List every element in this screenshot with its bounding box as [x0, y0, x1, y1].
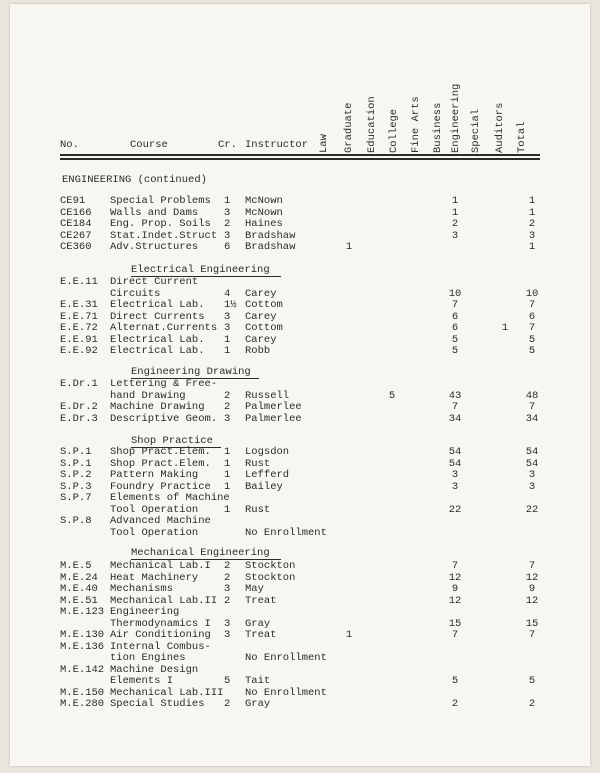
course-number: M.E.130 — [60, 629, 105, 641]
credit-hours: 2 — [224, 698, 231, 710]
credit-hours: 2 — [224, 218, 231, 230]
engineering-count: 54 — [448, 446, 462, 458]
engineering-count: 6 — [451, 322, 459, 334]
total-count: 3 — [528, 480, 536, 493]
engineering-count: 7 — [451, 299, 459, 311]
instructor-name: Rust — [245, 457, 271, 470]
credit-hours: 3 — [224, 310, 231, 323]
engineering-count: 3 — [451, 469, 459, 481]
total-count: 1 — [528, 195, 536, 207]
course-number: E.E.92 — [60, 345, 98, 357]
credit-hours: 1 — [224, 333, 231, 346]
course-name: tion Engines — [110, 652, 186, 664]
section-title-sec_ed: Engineering Drawing — [131, 366, 251, 378]
total-count: 2 — [528, 698, 536, 710]
course-number: M.E.123 — [60, 606, 105, 618]
section-title-sec_me: Mechanical Engineering — [131, 547, 270, 559]
instructor-name: Stockton — [245, 571, 296, 584]
section-title-sec_ee: Electrical Engineering — [131, 264, 270, 276]
course-name: Stat.Indet.Struct — [110, 229, 218, 242]
total-count: 3 — [528, 469, 536, 481]
instructor-name: Treat — [245, 629, 277, 641]
instructor-name: Stockton — [245, 560, 296, 572]
engineering-count: 1 — [451, 206, 459, 219]
course-name: Mechanisms — [110, 583, 174, 595]
instructor-name: Gray — [245, 698, 271, 710]
course-name: Foundry Practice — [110, 480, 211, 493]
total-count: 7 — [528, 299, 536, 311]
course-name: Direct Current — [110, 276, 199, 288]
course-name: Special Problems — [110, 195, 211, 207]
course-number: S.P.1 — [60, 457, 92, 470]
course-number: M.E.40 — [60, 583, 98, 595]
total-count: 7 — [528, 322, 536, 334]
instructor-name: Bailey — [245, 480, 283, 493]
instructor-name: McNown — [245, 206, 283, 219]
header-rule-top — [60, 154, 540, 156]
engineering-count: 6 — [451, 310, 459, 323]
total-count: 5 — [528, 675, 536, 687]
course-name: Tool Operation — [110, 526, 199, 539]
engineering-count: 9 — [451, 583, 459, 595]
total-count: 6 — [528, 310, 536, 323]
credit-hours: 3 — [224, 629, 231, 641]
course-name: Internal Combus- — [110, 640, 211, 653]
total-count: 7 — [528, 560, 536, 572]
course-number: CE360 — [60, 241, 92, 253]
course-name: Lettering & Free- — [110, 378, 218, 390]
total-count: 54 — [525, 457, 539, 470]
instructor-name: Tait — [245, 675, 271, 687]
auditors-count: 1 — [501, 322, 509, 334]
course-number: M.E.24 — [60, 571, 98, 584]
course-number: CE267 — [60, 229, 92, 242]
engineering-count: 2 — [451, 218, 459, 230]
engineering-count: 22 — [448, 503, 462, 516]
engineering-count: 10 — [448, 287, 462, 300]
engineering-count: 15 — [448, 617, 462, 630]
course-name: Heat Machinery — [110, 571, 199, 584]
course-name: Direct Currents — [110, 310, 205, 323]
course-name: Electrical Lab. — [110, 299, 205, 311]
course-name: Descriptive Geom. — [110, 412, 218, 425]
engineering-count: 5 — [451, 675, 459, 687]
instructor-name: No Enrollment — [245, 526, 327, 539]
department-title: ENGINEERING (continued) — [62, 174, 207, 186]
engineering-count: 1 — [451, 195, 459, 207]
instructor-name: Bradshaw — [245, 229, 296, 242]
course-name: Machine Design — [110, 663, 199, 676]
credit-hours: 3 — [224, 583, 231, 595]
course-name: Air Conditioning — [110, 629, 211, 641]
instructor-name: Robb — [245, 345, 271, 357]
course-name: Mechanical Lab.III — [110, 686, 224, 699]
total-count: 7 — [528, 401, 536, 413]
total-count: 54 — [525, 446, 539, 458]
instructor-name: May — [245, 583, 264, 595]
course-number: E.E.91 — [60, 333, 98, 346]
course-name: Mechanical Lab.I — [110, 560, 211, 572]
course-number: S.P.8 — [60, 515, 92, 527]
course-number: E.E.72 — [60, 322, 98, 334]
college-count: 5 — [388, 389, 396, 402]
instructor-name: Cottom — [245, 299, 283, 311]
engineering-count: 3 — [451, 229, 459, 242]
instructor-name: Carey — [245, 310, 277, 323]
engineering-count: 12 — [448, 594, 462, 607]
total-count: 15 — [525, 617, 539, 630]
credit-hours: 1 — [224, 469, 231, 481]
total-count: 2 — [528, 218, 536, 230]
course-name: Shop Pract.Elem. — [110, 457, 211, 470]
credit-hours: 2 — [224, 401, 231, 413]
course-number: S.P.1 — [60, 446, 92, 458]
instructor-name: Logsdon — [245, 446, 290, 458]
course-number: E.Dr.3 — [60, 412, 98, 425]
graduate-count: 1 — [345, 241, 353, 253]
course-name: Alternat.Currents — [110, 322, 218, 334]
credit-hours: 1½ — [224, 299, 237, 311]
engineering-count: 3 — [451, 480, 459, 493]
credit-hours: 1 — [224, 345, 231, 357]
total-count: 48 — [525, 389, 539, 402]
course-number: M.E.5 — [60, 560, 92, 572]
engineering-count: 12 — [448, 571, 462, 584]
instructor-name: Haines — [245, 218, 283, 230]
course-number: M.E.142 — [60, 663, 105, 676]
total-count: 1 — [528, 241, 536, 253]
instructor-name: No Enrollment — [245, 686, 327, 699]
credit-hours: 2 — [224, 571, 231, 584]
total-count: 1 — [528, 206, 536, 219]
instructor-name: Gray — [245, 617, 271, 630]
course-name: Elements I — [110, 675, 174, 687]
course-number: S.P.2 — [60, 469, 92, 481]
course-number: CE184 — [60, 218, 92, 230]
engineering-count: 2 — [451, 698, 459, 710]
credit-hours: 2 — [224, 594, 231, 607]
course-number: M.E.51 — [60, 594, 98, 607]
total-count: 7 — [528, 629, 536, 641]
engineering-count: 7 — [451, 629, 459, 641]
course-number: M.E.150 — [60, 686, 105, 699]
course-name: Adv.Structures — [110, 241, 199, 253]
course-number: E.E.71 — [60, 310, 98, 323]
credit-hours: 3 — [224, 617, 231, 630]
course-name: Pattern Making — [110, 469, 199, 481]
course-number: S.P.7 — [60, 492, 92, 504]
course-name: Elements of Machine — [110, 492, 230, 504]
course-name: Walls and Dams — [110, 206, 199, 219]
course-number: E.Dr.1 — [60, 378, 98, 390]
course-name: Engineering — [110, 606, 180, 618]
course-name: Mechanical Lab.II — [110, 594, 218, 607]
graduate-count: 1 — [345, 629, 353, 641]
credit-hours: 2 — [224, 560, 231, 572]
engineering-count: 54 — [448, 457, 462, 470]
course-name: Special Studies — [110, 698, 205, 710]
credit-hours: 5 — [224, 675, 231, 687]
course-number: CE91 — [60, 195, 86, 207]
total-count: 9 — [528, 583, 536, 595]
credit-hours: 1 — [224, 503, 231, 516]
course-number: M.E.136 — [60, 640, 105, 653]
instructor-name: Treat — [245, 594, 277, 607]
col-header-no: No. — [60, 139, 79, 151]
credit-hours: 1 — [224, 480, 231, 493]
instructor-name: Cottom — [245, 322, 283, 334]
course-name: hand Drawing — [110, 389, 186, 402]
course-name: Electrical Lab. — [110, 345, 205, 357]
instructor-name: No Enrollment — [245, 652, 327, 664]
credit-hours: 3 — [224, 206, 231, 219]
instructor-name: McNown — [245, 195, 283, 207]
course-name: Machine Drawing — [110, 401, 205, 413]
header-rule-bottom — [60, 158, 540, 160]
engineering-count: 5 — [451, 345, 459, 357]
col-header-instructor: Instructor — [245, 139, 309, 151]
course-name: Thermodynamics I — [110, 617, 211, 630]
section-title-sec_sp: Shop Practice — [131, 435, 213, 447]
total-count: 22 — [525, 503, 539, 516]
course-name: Tool Operation — [110, 503, 199, 516]
credit-hours: 1 — [224, 457, 231, 470]
course-number: S.P.3 — [60, 480, 92, 493]
credit-hours: 3 — [224, 322, 231, 334]
course-name: Shop Pract.Elem. — [110, 446, 211, 458]
total-count: 3 — [528, 229, 536, 242]
course-number: E.Dr.2 — [60, 401, 98, 413]
total-count: 5 — [528, 333, 536, 346]
credit-hours: 3 — [224, 412, 231, 425]
course-number: E.E.31 — [60, 299, 98, 311]
course-number: E.E.11 — [60, 276, 98, 288]
engineering-count: 7 — [451, 560, 459, 572]
total-count: 12 — [525, 571, 539, 584]
engineering-count: 5 — [451, 333, 459, 346]
col-header-course: Course — [130, 139, 168, 151]
instructor-name: Lefferd — [245, 469, 290, 481]
instructor-name: Russell — [245, 389, 290, 402]
col-header-cr: Cr. — [218, 139, 237, 151]
course-number: CE166 — [60, 206, 92, 219]
course-number: M.E.280 — [60, 698, 105, 710]
instructor-name: Carey — [245, 333, 277, 346]
credit-hours: 1 — [224, 195, 231, 207]
engineering-count: 7 — [451, 401, 459, 413]
course-name: Eng. Prop. Soils — [110, 218, 211, 230]
instructor-name: Palmerlee — [245, 412, 302, 425]
credit-hours: 6 — [224, 241, 231, 253]
credit-hours: 2 — [224, 389, 231, 402]
course-name: Electrical Lab. — [110, 333, 205, 346]
credit-hours: 3 — [224, 229, 231, 242]
instructor-name: Palmerlee — [245, 401, 302, 413]
course-name: Circuits — [110, 287, 161, 300]
total-count: 12 — [525, 594, 539, 607]
credit-hours: 4 — [224, 287, 231, 300]
instructor-name: Carey — [245, 287, 277, 300]
course-name: Advanced Machine — [110, 515, 211, 527]
total-count: 34 — [525, 412, 539, 425]
total-count: 10 — [525, 287, 539, 300]
instructor-name: Bradshaw — [245, 241, 296, 253]
instructor-name: Rust — [245, 503, 271, 516]
engineering-count: 43 — [448, 389, 462, 402]
total-count: 5 — [528, 345, 536, 357]
engineering-count: 34 — [448, 412, 462, 425]
credit-hours: 1 — [224, 446, 231, 458]
